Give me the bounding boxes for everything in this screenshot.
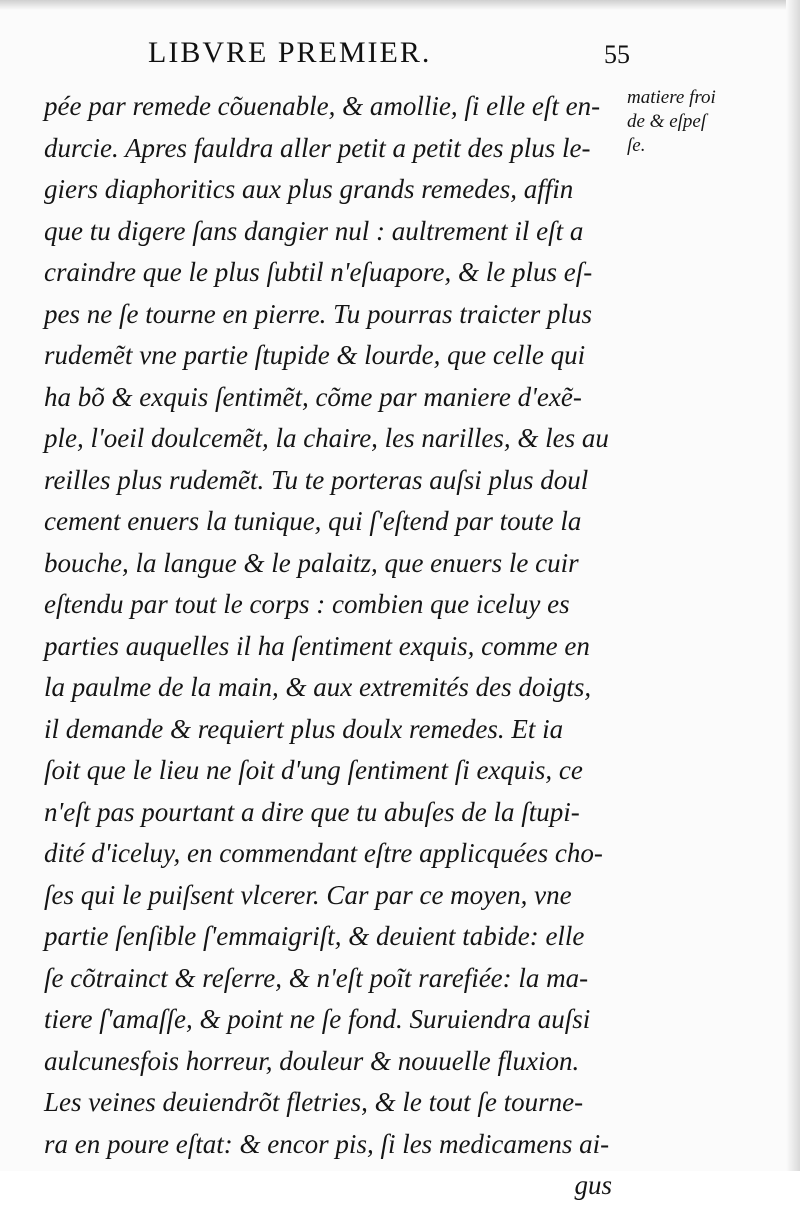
text-line: ſoit que le lieu ne ſoit d'ung ſentiment ſi exquis, ce xyxy=(44,755,583,785)
catchword: gus xyxy=(574,1170,612,1200)
text-line: Les veines deuiendrõt fletries, & le tout ſe tourne- xyxy=(44,1087,584,1117)
text-line: parties auquelles il ha ſentiment exquis, comme en xyxy=(44,630,590,661)
text-line: bouche, la langue & le palaitz, que enuers le cuir xyxy=(44,547,579,578)
text-line: n'eſt pas pourtant a dire que tu abuſes de la ſtupi- xyxy=(44,796,580,827)
page-number: 55 xyxy=(604,40,630,69)
text-line: ha bõ & exquis ſentimẽt, cõme par maniere d'exẽ- xyxy=(44,381,582,412)
text-line: la paulme de la main, & aux extremités des doigts, xyxy=(44,672,592,702)
text-line: tiere ſ'amaſſe, & point ne ſe fond. Suruiendra auſsi xyxy=(44,1004,591,1034)
text-line: que tu digere ſans dangier nul : aultrement il eſt a xyxy=(44,215,584,246)
text-line: aulcunesfois horreur, douleur & nouuelle fluxion. xyxy=(44,1045,580,1076)
text-line: partie ſenſible ſ'emmaigriſt, & deuient tabide: elle xyxy=(44,921,585,951)
page-right-edge-shadow xyxy=(786,0,800,1171)
text-line: durcie. Apres fauldra aller petit a petit des plus le- xyxy=(44,132,591,163)
text-line: eſtendu par tout le corps : combien que iceluy es xyxy=(44,589,570,619)
text-line: dité d'iceluy, en commendant eſtre applicquées cho- xyxy=(44,838,603,868)
text-line: ſes qui le puiſsent vlcerer. Car par ce moyen, vne xyxy=(44,879,572,910)
margin-note-line: ſe. xyxy=(627,135,646,156)
text-line: rudemẽt vne partie ſtupide & lourde, que celle qui xyxy=(44,340,586,370)
text-line: cement enuers la tunique, qui ſ'eſtend par toute la xyxy=(44,506,582,536)
text-line: pes ne ſe tourne en pierre. Tu pourras traicter plus xyxy=(44,298,592,329)
text-line: reilles plus rudemẽt. Tu te porteras auſsi plus doul xyxy=(44,464,589,495)
margin-note-line: de & eſpeſ xyxy=(627,111,707,132)
text-line: giers diaphoritics aux plus grands remedes, affin xyxy=(44,174,574,204)
text-line: ple, l'oeil doulcemẽt, la chaire, les narilles, & les au xyxy=(44,423,609,453)
main-text-block xyxy=(44,86,624,1207)
page-top-edge-shadow xyxy=(0,0,800,10)
text-line: pée par remede cõuenable, & amollie, ſi elle eſt en- xyxy=(44,91,601,121)
margin-note xyxy=(627,86,787,158)
text-line: ſe cõtrainct & reſerre, & n'eſt poĩt rarefiée: la ma- xyxy=(44,962,589,993)
text-line: ra en poure eſtat: & encor pis, ſi les medicamens ai- xyxy=(44,1128,610,1159)
bleed-through-heading xyxy=(40,30,53,46)
text-line: il demande & requiert plus doulx remedes. Et ia xyxy=(44,713,564,744)
running-head: LIBVRE PREMIER. xyxy=(148,36,432,69)
text-line: craindre que le plus ſubtil n'eſuapore, & le plus eſ- xyxy=(44,257,593,287)
margin-note-line: matiere froi xyxy=(627,87,716,108)
